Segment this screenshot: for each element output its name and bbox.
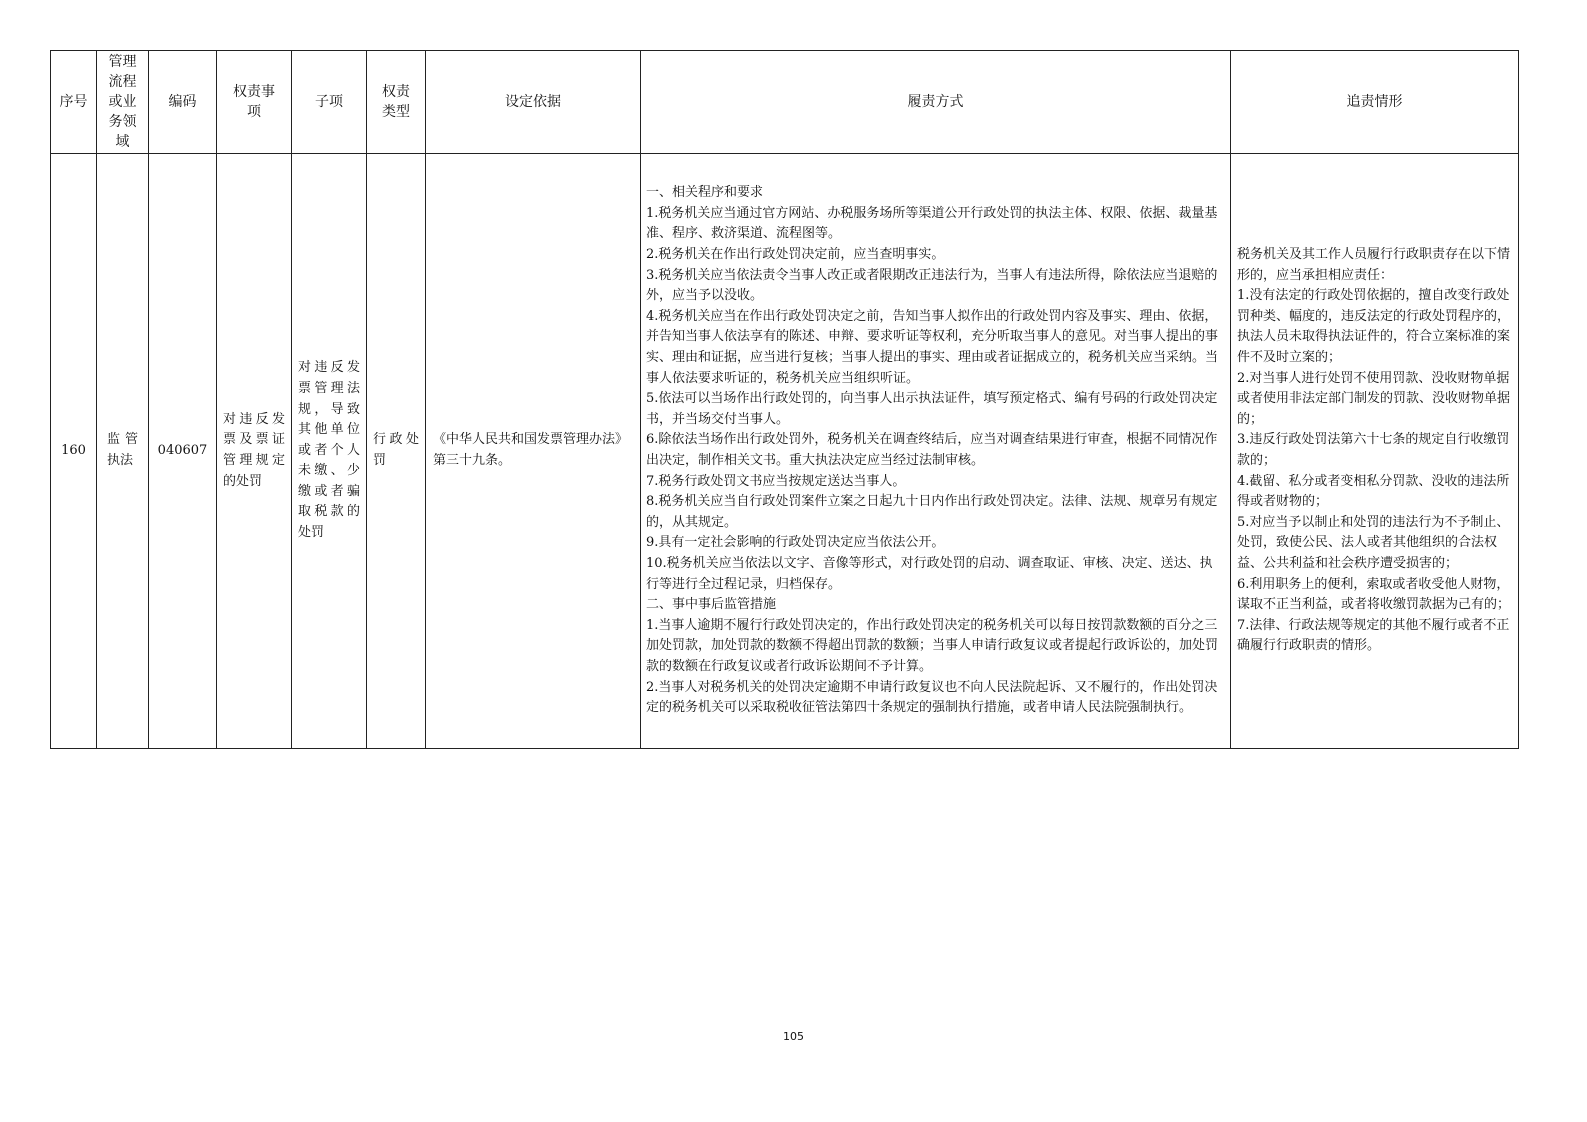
header-domain: 管理流程或业务领域 xyxy=(97,51,149,154)
accountability-line: 5.对应当予以制止和处罚的违法行为不予制止、处罚，致使公民、法人或者其他组织的合法权益、公共利益和社会秩序遭受损害的； xyxy=(1237,514,1510,571)
responsibility-table xyxy=(50,50,1519,749)
accountability-line: 2.对当事人进行处罚不使用罚款、没收财物单据或者使用非法定部门制发的罚款、没收财物单据的； xyxy=(1237,370,1511,427)
duty-line: 2.当事人对税务机关的处罚决定逾期不申请行政复议也不向人民法院起诉、又不履行的，作出处罚决定的税务机关可以采取税收征管法第四十条规定的强制执行措施，或者申请人民法院强制执行。 xyxy=(646,679,1218,716)
duty-line: 1.税务机关应当通过官方网站、办税服务场所等渠道公开行政处罚的执法主体、权限、依据、裁量基准、程序、救济渠道、流程图等。 xyxy=(646,205,1218,242)
header-seq: 序号 xyxy=(51,51,97,154)
duty-line: 7.税务行政处罚文书应当按规定送达当事人。 xyxy=(646,473,906,489)
accountability-line: 7.法律、行政法规等规定的其他不履行或者不正确履行行政职责的情形。 xyxy=(1237,617,1510,654)
accountability-line: 1.没有法定的行政处罚依据的，擅自改变行政处罚种类、幅度的，违反法定的行政处罚程序的，执法人员未取得执法证件的，符合立案标准的案件不及时立案的； xyxy=(1237,288,1511,366)
duty-line: 1.当事人逾期不履行行政处罚决定的，作出行政处罚决定的税务机关可以每日按罚款数额的百分之三加处罚款，加处罚款的数额不得超出罚款的数额；当事人申请行政复议或者提起行政诉讼的，加处罚款的数额在行政复议或者行政诉讼期间不予计算。 xyxy=(646,617,1219,674)
cell-seq: 160 xyxy=(51,154,97,749)
duty-line: 10.税务机关应当依法以文字、音像等形式，对行政处罚的启动、调查取证、审核、决定、送达、执行等进行全过程记录，归档保存。 xyxy=(646,555,1213,592)
header-type: 权责类型 xyxy=(367,51,426,154)
cell-duty xyxy=(641,154,1231,749)
duty-line: 9.具有一定社会影响的行政处罚决定应当依法公开。 xyxy=(646,535,945,551)
cell-domain: 监管执法 xyxy=(97,154,149,749)
cell-basis: 《中华人民共和国发票管理办法》第三十九条。 xyxy=(426,154,641,749)
cell-subitem: 对违反发票管理法规，导致其他单位或者个人未缴、少缴或者骗取税款的处罚 xyxy=(292,154,367,749)
page-number: 105 xyxy=(783,1030,804,1043)
cell-item: 对违反发票及票证管理规定的处罚 xyxy=(217,154,292,749)
header-row xyxy=(51,51,1519,154)
duty-line: 4.税务机关应当在作出行政处罚决定之前，告知当事人拟作出的行政处罚内容及事实、理由、依据，并告知当事人依法享有的陈述、申辩、要求听证等权利，充分听取当事人的意见。对当事人提出的事实、理由和证据，应当进行复核；当事人提出的事实、理由或者证据成立的，税务机关应当采纳。当事人依法要求听证的，税务机关应当组织听证。 xyxy=(646,308,1219,386)
header-accountability: 追责情形 xyxy=(1231,51,1519,154)
header-subitem: 子项 xyxy=(292,51,367,154)
duty-line: 6.除依法当场作出行政处罚外，税务机关在调查终结后，应当对调查结果进行审查，根据不同情况作出决定，制作相关文书。重大执法决定应当经过法制审核。 xyxy=(646,432,1218,468)
duty-line: 2.税务机关在作出行政处罚决定前，应当查明事实。 xyxy=(646,247,945,263)
accountability-line: 3.违反行政处罚法第六十七条的规定自行收缴罚款的； xyxy=(1237,432,1510,468)
header-item: 权责事项 xyxy=(217,51,292,154)
accountability-line: 6.利用职务上的便利，索取或者收受他人财物，谋取不正当利益，或者将收缴罚款据为己有的； xyxy=(1237,576,1511,613)
header-code: 编码 xyxy=(149,51,217,154)
cell-type: 行政处罚 xyxy=(367,154,426,749)
table-row xyxy=(51,154,1519,749)
duty-line: 5.依法可以当场作出行政处罚的，向当事人出示执法证件，填写预定格式、编有号码的行政处罚决定书，并当场交付当事人。 xyxy=(646,391,1218,427)
header-duty: 履责方式 xyxy=(641,51,1231,154)
accountability-line: 税务机关及其工作人员履行行政职责存在以下情形的，应当承担相应责任： xyxy=(1237,247,1511,283)
cell-accountability xyxy=(1231,154,1519,749)
duty-line: 3.税务机关应当依法责令当事人改正或者限期改正违法行为，当事人有违法所得，除依法应当退赔的外，应当予以没收。 xyxy=(646,267,1218,304)
duty-line: 8.税务机关应当自行政处罚案件立案之日起九十日内作出行政处罚决定。法律、法规、规章另有规定的，从其规定。 xyxy=(646,494,1218,530)
duty-line: 一、相关程序和要求 xyxy=(646,185,764,201)
header-basis: 设定依据 xyxy=(426,51,641,154)
accountability-line: 4.截留、私分或者变相私分罚款、没收的违法所得或者财物的； xyxy=(1237,473,1510,510)
cell-code: 040607 xyxy=(149,154,217,749)
duty-line: 二、事中事后监管措施 xyxy=(646,597,777,613)
